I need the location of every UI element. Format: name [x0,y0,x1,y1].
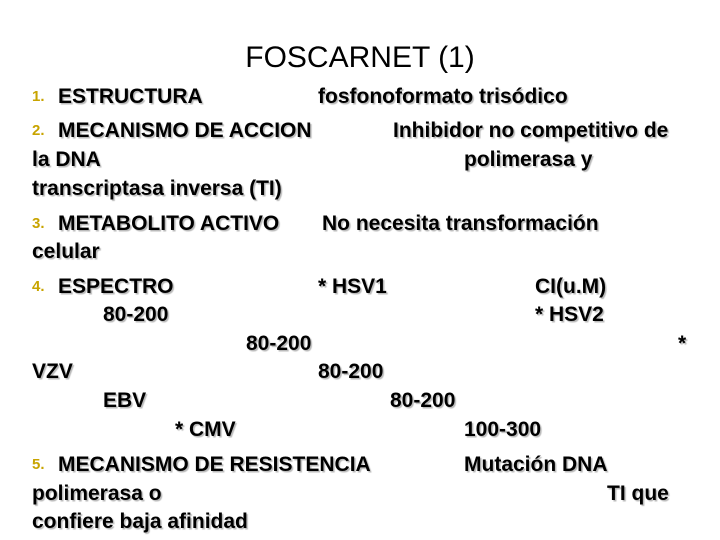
spectrum-virus-4-value: 80-200 [318,360,384,383]
spectrum-virus-1-name: * HSV1 [318,275,387,298]
spectrum-virus-6-value: 100-300 [464,418,542,441]
item-3-value-line-1: No necesita transformación [322,212,599,235]
item-4-number: 4. [32,278,45,295]
spectrum-virus-2-value: 80-200 [246,332,312,355]
item-2-value-line-3: polimerasa y [464,148,593,171]
spectrum-virus-1-value: 80-200 [103,303,169,326]
item-3-label: METABOLITO ACTIVO [58,212,280,235]
item-2-value-line-2: la DNA [32,148,101,171]
item-1-label: ESTRUCTURA [58,85,203,108]
item-5-label: MECANISMO DE RESISTENCIA [58,453,371,476]
item-2-number: 2. [32,122,45,139]
item-5-number: 5. [32,456,45,473]
item-3-number: 3. [32,215,45,232]
spectrum-virus-5-name: EBV [103,389,147,412]
item-5-value-line-1: Mutación DNA [464,453,608,476]
item-5-value-line-2: polimerasa o [32,482,162,505]
item-1-number: 1. [32,88,45,105]
spectrum-virus-6-name: * CMV [175,418,236,441]
item-5-value-line-4: confiere baja afinidad [32,510,248,533]
item-3-value-line-2: celular [32,240,100,263]
spectrum-virus-4-name: VZV [32,360,73,383]
slide-title: FOSCARNET (1) [245,41,475,74]
spectrum-virus-5-value: 80-200 [390,389,456,412]
spectrum-virus-2-name: * HSV2 [535,303,604,326]
item-4-label: ESPECTRO [58,275,174,298]
item-2-value-line-1: Inhibidor no competitivo de [393,119,669,142]
item-5-value-line-3: TI que [607,482,669,505]
item-2-label: MECANISMO DE ACCION [58,119,312,142]
item-2-value-line-4: transcriptasa inversa (TI) [32,177,282,200]
spectrum-column-header: CI(u.M) [535,275,607,298]
spectrum-asterisk: * [678,332,687,355]
item-1-value: fosfonoformato trisódico [318,85,568,108]
